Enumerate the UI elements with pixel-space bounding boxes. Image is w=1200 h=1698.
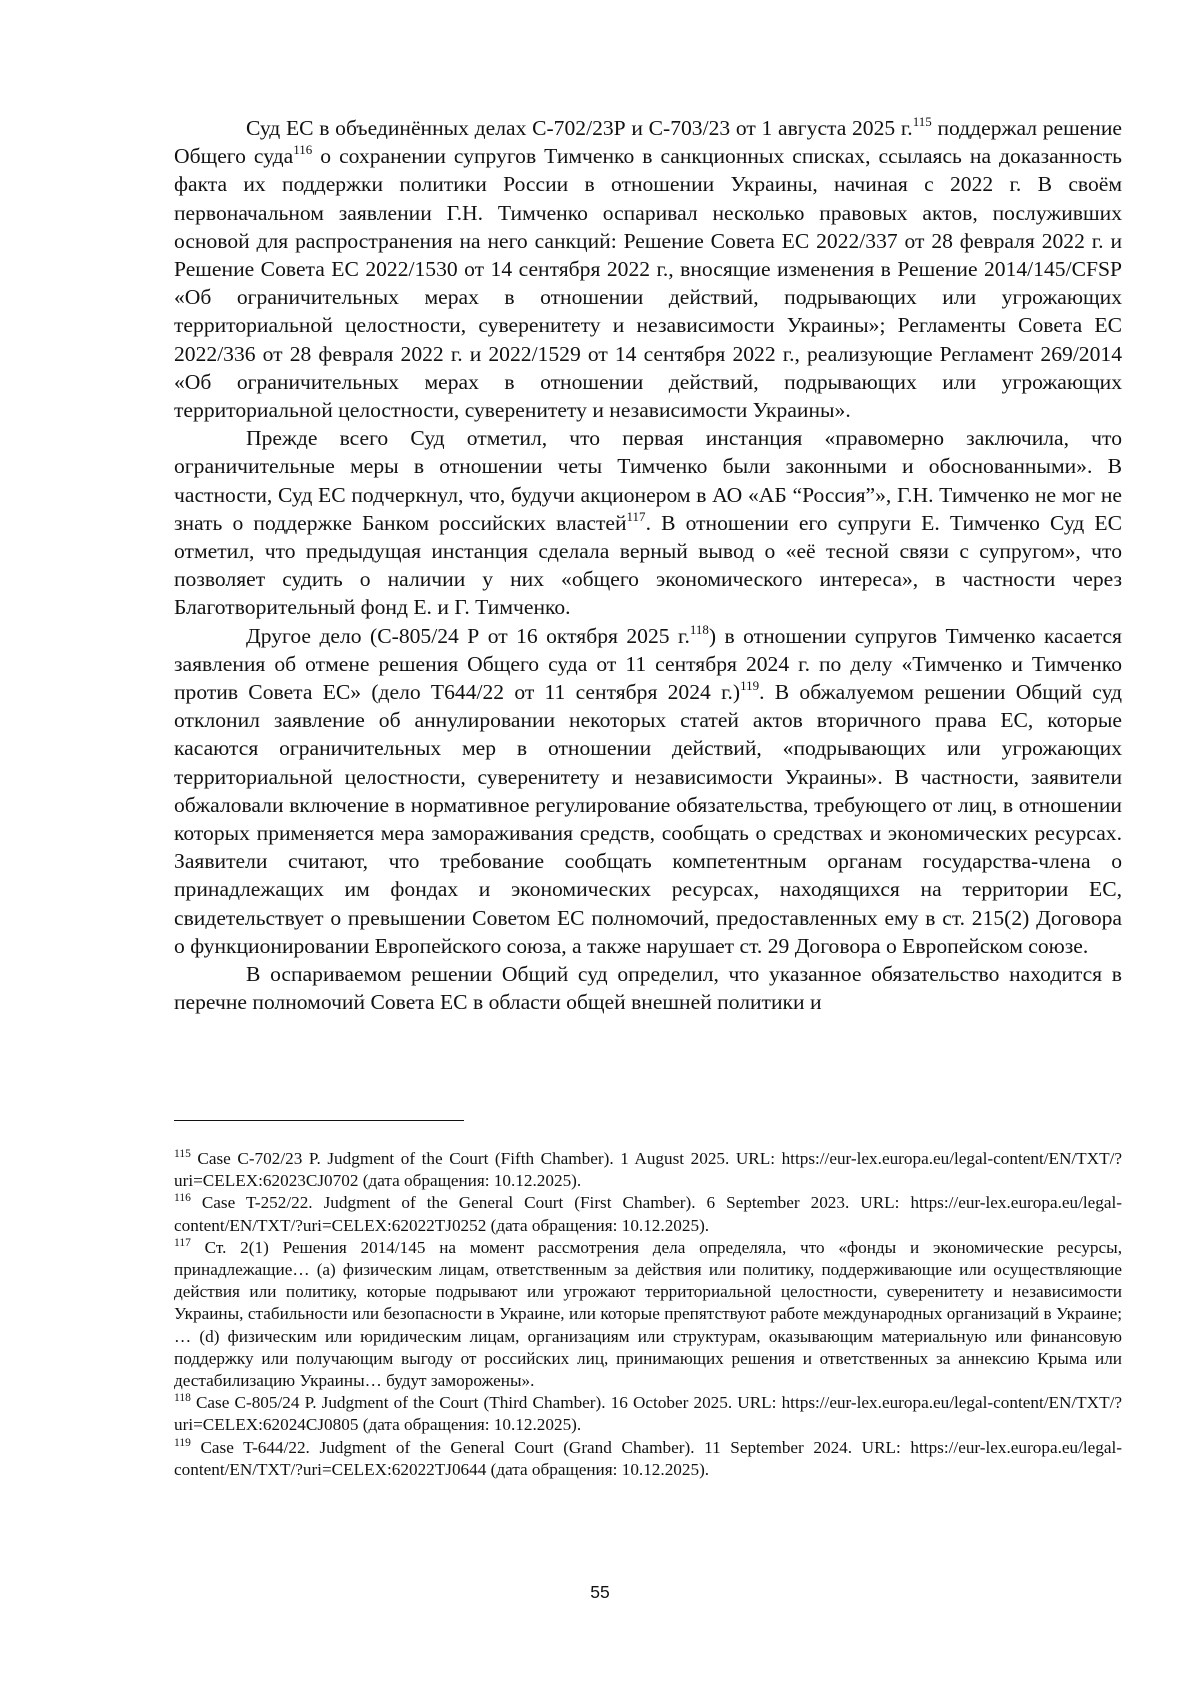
footnote-115 [174,1148,1122,1192]
paragraph-text: . В обжалуемом решении Общий суд отклонил заявление об аннулировании некоторых статей актов вторичного права ЕС, которые касаются ограничительных мер в отношении действий, «подрывающих или угрожающих территориальной целостности, суверенитету и независимости Украины». В частности, заявители обжаловали включение в нормативное регулирование обязательства, требующего от лиц, в отношении которых применяется мера замораживания средств, сообщать о средствах и экономических ресурсах. Заявители считают, что требование сообщать компетентным органам государства-члена о принадлежащих им фондах и экономических ресурсах, находящихся на территории ЕС, свидетельствует о превышении Советом ЕС полномочий, предоставленных ему в ст. 215(2) Договора о функционировании Европейского союза, а также нарушает ст. 29 Договора о Европейском союзе. [174,680,1122,958]
footnote-text: Ст. 2(1) Решения 2014/145 на момент рассмотрения дела определяла, что «фонды и экономические ресурсы, принадлежащие… (a) физическим лицам, ответственным за действия или политику, поддерживающие или осуществляющие действия или политику, которые подрывают или угрожают территориальной целостности, суверенитету и независимости Украины, стабильности или безопасности в Украине, или которые препятствуют работе международных организаций в Украине; … (d) физическим или юридическим лицам, организациям или структурам, оказывающим материальную или финансовую поддержку или получающим выгоду от российских лиц, принимающих решения и ответственных за аннексию Крыма или дестабилизацию Украины… будут заморожены». [174,1237,1122,1391]
paragraph-text: о сохранении супругов Тимченко в санкционных списках, ссылаясь на доказанность факта их поддержки политики России в отношении Украины, начиная с 2022 г. В своём первоначальном заявлении Г.Н. Тимченко оспаривал несколько правовых актов, послуживших основой для распространения на него санкций: Решение Совета ЕС 2022/337 от 28 февраля 2022 г. и Решение Совета ЕС 2022/1530 от 14 сентября 2022 г., вносящие изменения в Решение 2014/145/CFSP «Об ограничительных мерах в отношении действий, подрывающих или угрожающих территориальной целостности, суверенитету и независимости Украины»; Регламенты Совета ЕС 2022/336 от 28 февраля 2022 г. и 2022/1529 от 14 сентября 2022 г., реализующие Регламент 269/2014 «Об ограничительных мерах в отношении действий, подрывающих или угрожающих территориальной целостности, суверенитету и независимости Украины». [174,144,1122,423]
main-text [174,114,1122,1017]
footnotes-section [174,1148,1122,1481]
paragraph-text: поддержал решение Общего суда [174,116,1122,169]
footnote-text: Case C-805/24 P. Judgment of the Court (Third Chamber). 16 October 2025. URL: https://eur-lex.europa.eu/legal-content/EN/TXT/?uri=CELEX:62024CJ0805 (дата обращения: 10.12.2025). [174,1393,1122,1435]
footnote-117 [174,1237,1122,1392]
paragraph-3 [174,622,1122,960]
paragraph-text: Другое дело (С-805/24 Р от 16 октября 2025 г. [246,623,690,648]
paragraph-4 [174,960,1122,1016]
footnote-119 [174,1437,1122,1481]
paragraph-2 [174,424,1122,621]
footnote-number: 115 [174,1148,191,1160]
footnote-ref-116[interactable]: 116 [293,142,313,158]
footnote-ref-115[interactable]: 115 [912,114,932,129]
footnote-ref-117[interactable]: 117 [626,508,646,524]
paragraph-text: В оспариваемом решении Общий суд определил, что указанное обязательство находится в перечне полномочий Совета ЕС в области общей внешней политики и [174,962,1122,1015]
footnote-ref-119[interactable]: 119 [740,678,760,694]
footnote-number: 116 [174,1192,191,1205]
footnote-118 [174,1392,1122,1436]
footnote-ref-118[interactable]: 118 [689,621,709,637]
paragraph-text: Прежде всего Суд отметил, что первая инстанция «правомерно заключила, что ограничительные меры в отношении четы Тимченко были законными и обоснованными». В частности, Суд ЕС подчеркнул, что, будучи акционером в АО «АБ “Россия”», Г.Н. Тимченко не мог не знать о поддержке Банком российских властей [174,426,1122,535]
paragraph-text: . В отношении его супруги Е. Тимченко Суд ЕС отметил, что предыдущая инстанция сделала верный вывод о «её тесной связи с супругом», что позволяет судить о наличии у них «общего экономического интереса», в частности через Благотворительный фонд Е. и Г. Тимченко. [174,510,1122,620]
footnote-text: Case C-702/23 P. Judgment of the Court (Fifth Chamber). 1 August 2025. URL: https://eur-lex.europa.eu/legal-content/EN/TXT/?uri=CELEX:62023CJ0702 (дата обращения: 10.12.2025). [174,1149,1122,1191]
paragraph-text: Суд ЕС в объединённых делах С-702/23Р и С-703/23 от 1 августа 2025 г. [246,116,913,140]
footnote-number: 119 [174,1436,191,1449]
footnote-116 [174,1192,1122,1236]
page-number: 55 [590,1582,610,1602]
footnote-number: 118 [174,1392,191,1405]
footnote-text: Case T-644/22. Judgment of the General Court (Grand Chamber). 11 September 2024. URL: https://eur-lex.europa.eu/legal-content/EN/TXT/?uri=CELEX:62022TJ0644 (дата обращения: 10.12.2025). [174,1437,1122,1479]
footnote-number: 117 [174,1236,191,1249]
footnote-text: Case T-252/22. Judgment of the General Court (First Chamber). 6 September 2023. URL: https://eur-lex.europa.eu/legal-content/EN/TXT/?uri=CELEX:62022TJ0252 (дата обращения: 10.12.2025). [174,1193,1122,1235]
paragraph-1 [174,114,1122,424]
paragraph-text: ) в отношении супругов Тимченко касается заявления об отмене решения Общего суда от 11 сентября 2024 г. по делу «Тимченко и Тимченко против Совета ЕС» (дело Т644/22 от 11 сентября 2024 г.) [174,623,1122,705]
footnote-separator [174,1120,464,1121]
